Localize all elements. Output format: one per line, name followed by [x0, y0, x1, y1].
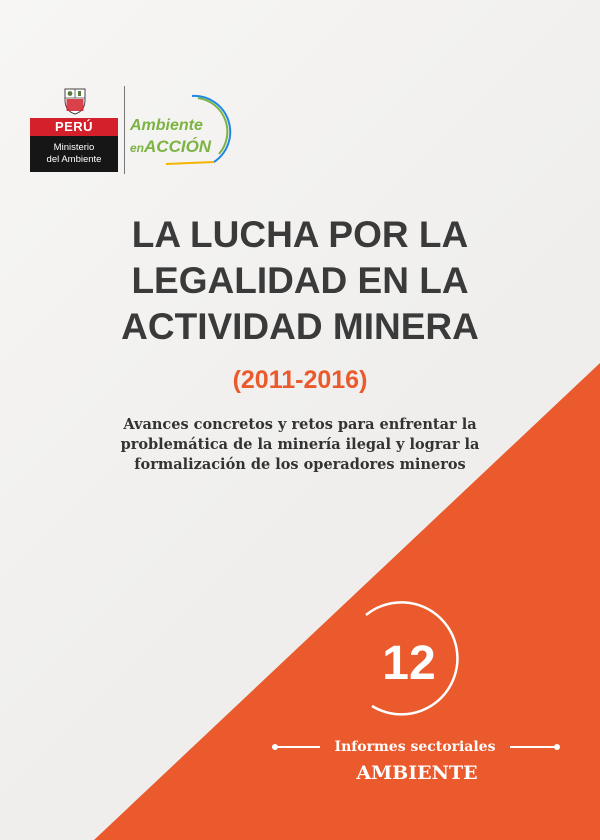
subtitle-line-1: Avances concretos y retos para enfrentar la: [123, 416, 477, 433]
accion-word: ACCIÓN: [144, 137, 212, 156]
ambiente-en-accion-logo: [126, 92, 236, 168]
issue-number: 12: [382, 637, 436, 690]
series-name: AMBIENTE: [356, 762, 478, 784]
subtitle-line-3: formalización de los operadores mineros: [134, 456, 466, 473]
series-label-row: [272, 736, 562, 758]
series-right-rule: [510, 746, 558, 748]
peru-ministry-logo: [30, 118, 118, 174]
ministry-label: [30, 136, 118, 172]
title-line-2: LEGALIDAD EN LA: [131, 260, 469, 301]
en-accion-wordmark: [130, 137, 212, 156]
ministry-line-1: Ministerio: [53, 142, 95, 153]
logo-divider: [124, 86, 125, 174]
subtitle-line-2: problemática de la minería ilegal y lograr la: [120, 436, 480, 453]
title-line-3: ACTIVIDAD MINERA: [121, 306, 479, 347]
peru-label: PERÚ: [30, 118, 118, 136]
ambiente-wordmark: Ambiente: [130, 117, 203, 134]
title-line-1: LA LUCHA POR LA: [131, 214, 469, 255]
series-right-dot: [554, 744, 560, 750]
cover-title: [0, 212, 600, 350]
header-logos: [30, 86, 250, 172]
year-range: (2011-2016): [232, 366, 368, 394]
en-prefix: en: [130, 141, 145, 155]
series-left-rule: [272, 746, 320, 748]
peru-coat-of-arms-icon: [60, 86, 90, 116]
cover-subtitle: [70, 415, 530, 475]
series-label: Informes sectoriales: [334, 739, 496, 755]
ministry-line-2: del Ambiente: [46, 154, 102, 165]
